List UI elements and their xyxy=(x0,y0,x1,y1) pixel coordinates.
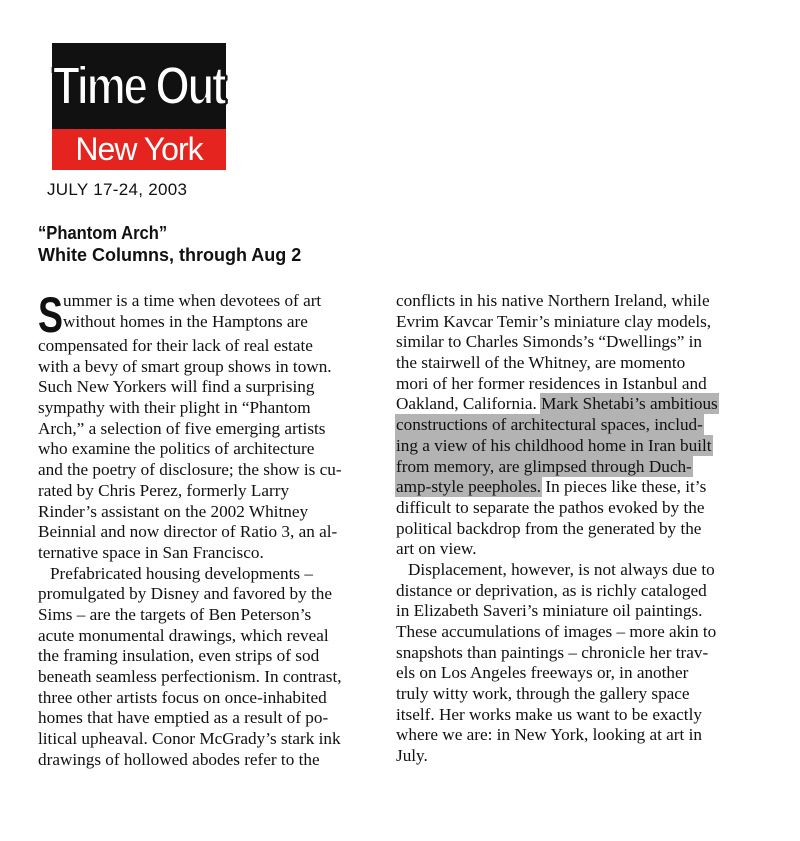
body-line: art on view. xyxy=(396,539,477,559)
issue-date: JULY 17-24, 2003 xyxy=(47,180,188,199)
article-left-column xyxy=(38,287,390,770)
article-right-column xyxy=(396,291,748,767)
article-title: “Phantom Arch” xyxy=(38,223,168,243)
time-out-new-york-logo xyxy=(52,43,226,170)
body-text: Oakland, California. xyxy=(396,394,542,414)
body-line: who examine the politics of architecture xyxy=(38,439,315,459)
body-line: truly witty work, through the gallery space xyxy=(396,684,690,704)
body-line: litical upheaval. Conor McGrady’s stark ink xyxy=(38,729,341,749)
body-line: Rinder’s assistant on the 2002 Whitney xyxy=(38,501,309,521)
body-line: difficult to separate the pathos evoked by the xyxy=(396,497,705,517)
body-line: similar to Charles Simonds’s “Dwellings” in xyxy=(396,332,703,352)
body-line: promulgated by Disney and favored by the xyxy=(38,584,333,604)
logo-top-band xyxy=(52,43,226,129)
body-line: Displacement, however, is not always due to xyxy=(408,559,715,579)
body-line: compensated for their lack of real estate xyxy=(38,336,313,355)
body-line: July. xyxy=(396,746,428,766)
highlighted-text: ing a view of his childhood home in Iran built xyxy=(396,435,712,455)
body-line: three other artists focus on once-inhabited xyxy=(38,687,327,707)
highlighted-text: from memory, are glimpsed through Duch- xyxy=(396,456,692,476)
highlighted-text: constructions of architectural spaces, includ- xyxy=(396,415,703,435)
article-venue: White Columns, through Aug 2 xyxy=(38,245,302,265)
drop-cap: S xyxy=(38,287,64,343)
body-line xyxy=(396,394,748,415)
body-line: beneath seamless perfectionism. In contrast, xyxy=(38,667,342,686)
body-line: acute monumental drawings, which reveal xyxy=(38,625,329,645)
body-line: Such New Yorkers will find a surprising xyxy=(38,377,315,397)
body-line: in Elizabeth Saveri’s miniature oil paintings. xyxy=(396,601,703,621)
body-line: itself. Her works make us want to be exactly xyxy=(396,704,702,724)
body-line: Arch,” a selection of five emerging artists xyxy=(38,418,326,438)
body-line xyxy=(396,457,748,478)
body-line: without homes in the Hamptons are xyxy=(63,311,308,331)
body-line xyxy=(396,436,748,457)
body-line: the framing insulation, even strips of sod xyxy=(38,646,320,666)
body-line: with a bevy of smart group shows in town. xyxy=(38,356,332,376)
highlighted-text: amp-style peepholes. xyxy=(396,477,542,497)
body-line xyxy=(396,477,748,498)
body-line: drawings of hollowed abodes refer to the xyxy=(38,749,320,769)
logo-new-york-text: New York xyxy=(75,131,203,167)
body-line: Sims – are the targets of Ben Peterson’s xyxy=(38,604,312,624)
body-line: political backdrop from the generated by the xyxy=(396,518,702,538)
body-line: mori of her former residences in Istanbul and xyxy=(396,373,707,393)
logo-bottom-band xyxy=(52,129,226,170)
logo-time-out-text: Time Out xyxy=(53,56,225,116)
body-line: snapshots than paintings – chronicle her trav- xyxy=(396,642,709,662)
body-line: conflicts in his native Northern Ireland, while xyxy=(396,291,710,310)
body-line: Beinnial and now director of Ratio 3, an al- xyxy=(38,522,338,542)
body-line: Prefabricated housing developments – xyxy=(50,563,313,583)
body-line: els on Los Angeles freeways or, in another xyxy=(396,663,689,683)
body-line: where we are: in New York, looking at art in xyxy=(396,725,702,745)
body-line xyxy=(396,415,748,436)
body-line: and the poetry of disclosure; the show is cu- xyxy=(38,460,342,480)
body-line: These accumulations of images – more akin to xyxy=(396,622,717,641)
body-text: In pieces like these, it’s xyxy=(541,477,707,497)
body-line: homes that have emptied as a result of po- xyxy=(38,708,329,728)
body-line: ummer is a time when devotees of art xyxy=(63,291,322,310)
body-line: ternative space in San Francisco. xyxy=(38,542,264,562)
body-line: sympathy with their plight in “Phantom xyxy=(38,398,311,418)
highlighted-text: Mark Shetabi’s ambitious xyxy=(541,394,718,414)
body-line: Evrim Kavcar Temir’s miniature clay models, xyxy=(396,311,712,331)
body-line: the stairwell of the Whitney, are momento xyxy=(396,353,686,373)
article-headline xyxy=(38,222,301,266)
body-line: distance or deprivation, as is richly cataloged xyxy=(396,580,707,600)
body-line: rated by Chris Perez, formerly Larry xyxy=(38,480,290,500)
